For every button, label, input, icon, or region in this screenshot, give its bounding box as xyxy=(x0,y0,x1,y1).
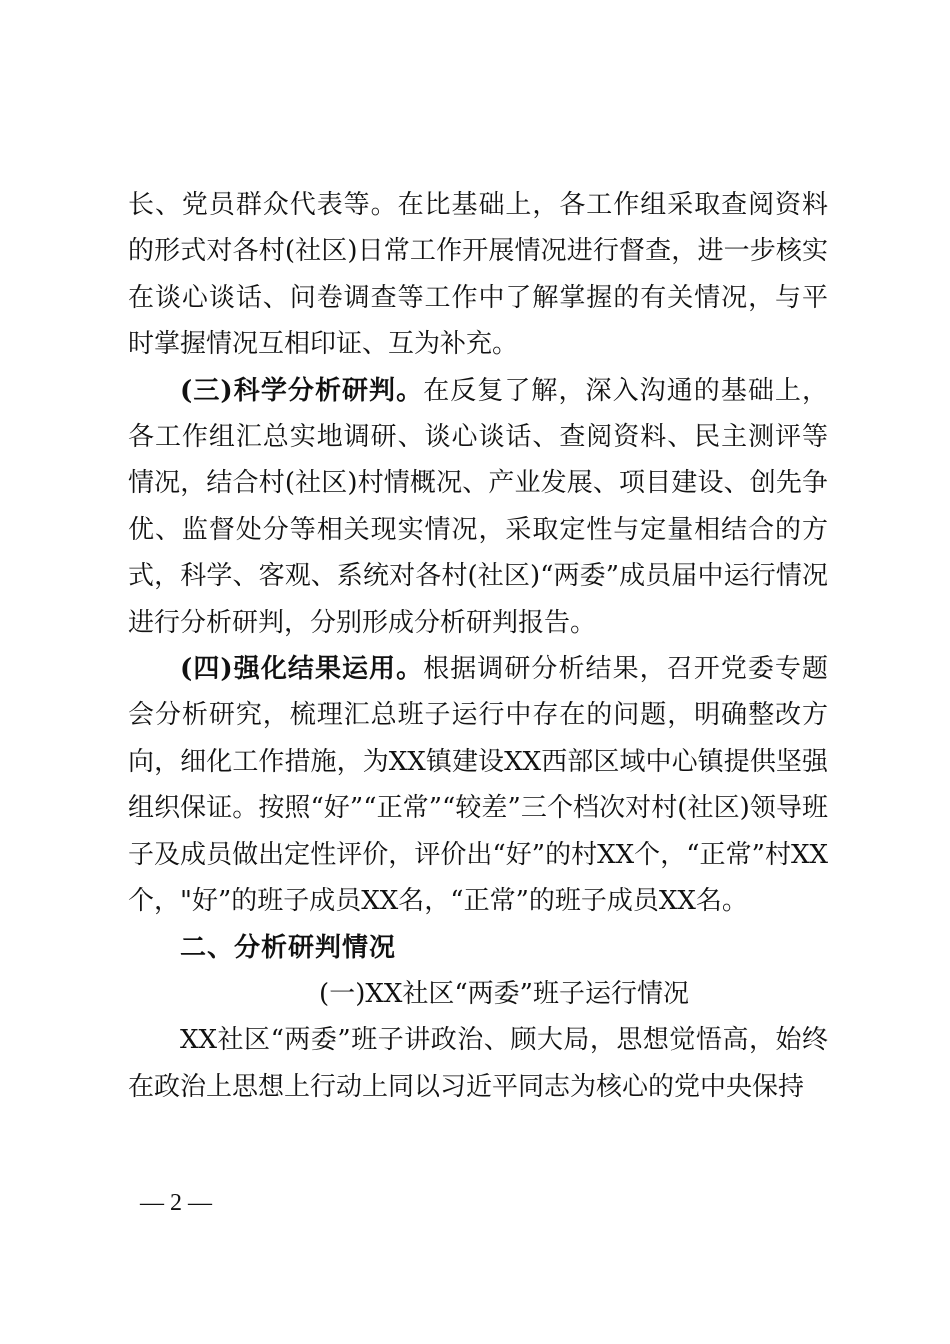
heading-two: 二、分析研判情况 xyxy=(180,932,397,963)
paragraph-continued xyxy=(128,182,828,368)
document-body xyxy=(128,182,828,1110)
paragraph-last xyxy=(128,1017,828,1110)
section-3-lead: (三)科学分析研判。 xyxy=(180,375,424,406)
subheading-one: (一)XX社区“两委”班子运行情况 xyxy=(319,978,689,1009)
section-4-lead: (四)强化结果运用。 xyxy=(180,654,424,685)
section-3-text: 在反复了解，深入沟通的基础上，各工作组汇总实地调研、谈心谈话、查阅资料、民主测评等情况，结合村(社区)村情概况、产业发展、项目建设、创先争优、监督处分等相关现实情况，采取定性与定量相结合的方式，科学、客观、系统对各村(社区)“两委”成员届中运行情况进行分析研判，分别形成分析研判报告。 xyxy=(128,375,828,638)
page-number: — 2 — xyxy=(140,1190,212,1216)
paragraph-section-3 xyxy=(128,368,828,646)
paragraph-last-text: XX社区“两委”班子讲政治、顾大局，思想觉悟高，始终在政治上思想上行动上同以习近平同志为核心的党中央保持 xyxy=(128,1025,828,1102)
paragraph-continued-text: 长、党员群众代表等。在比基础上，各工作组采取查阅资料的形式对各村(社区)日常工作开展情况进行督查，进一步核实在谈心谈话、问卷调查等工作中了解掌握的有关情况，与平时掌握情况互相印证、互为补充。 xyxy=(128,190,828,360)
paragraph-section-4 xyxy=(128,646,828,924)
section-4-text: 根据调研分析结果，召开党委专题会分析研究，梳理汇总班子运行中存在的问题，明确整改方向，细化工作措施，为XX镇建设XX西部区域中心镇提供坚强组织保证。按照“好”“正常”“较差”三个档次对村(社区)领导班子及成员做出定性评价，评价出“好”的村XX个，“正常”村XX个，"好”的班子成员XX名，“正常”的班子成员XX名。 xyxy=(128,654,828,917)
